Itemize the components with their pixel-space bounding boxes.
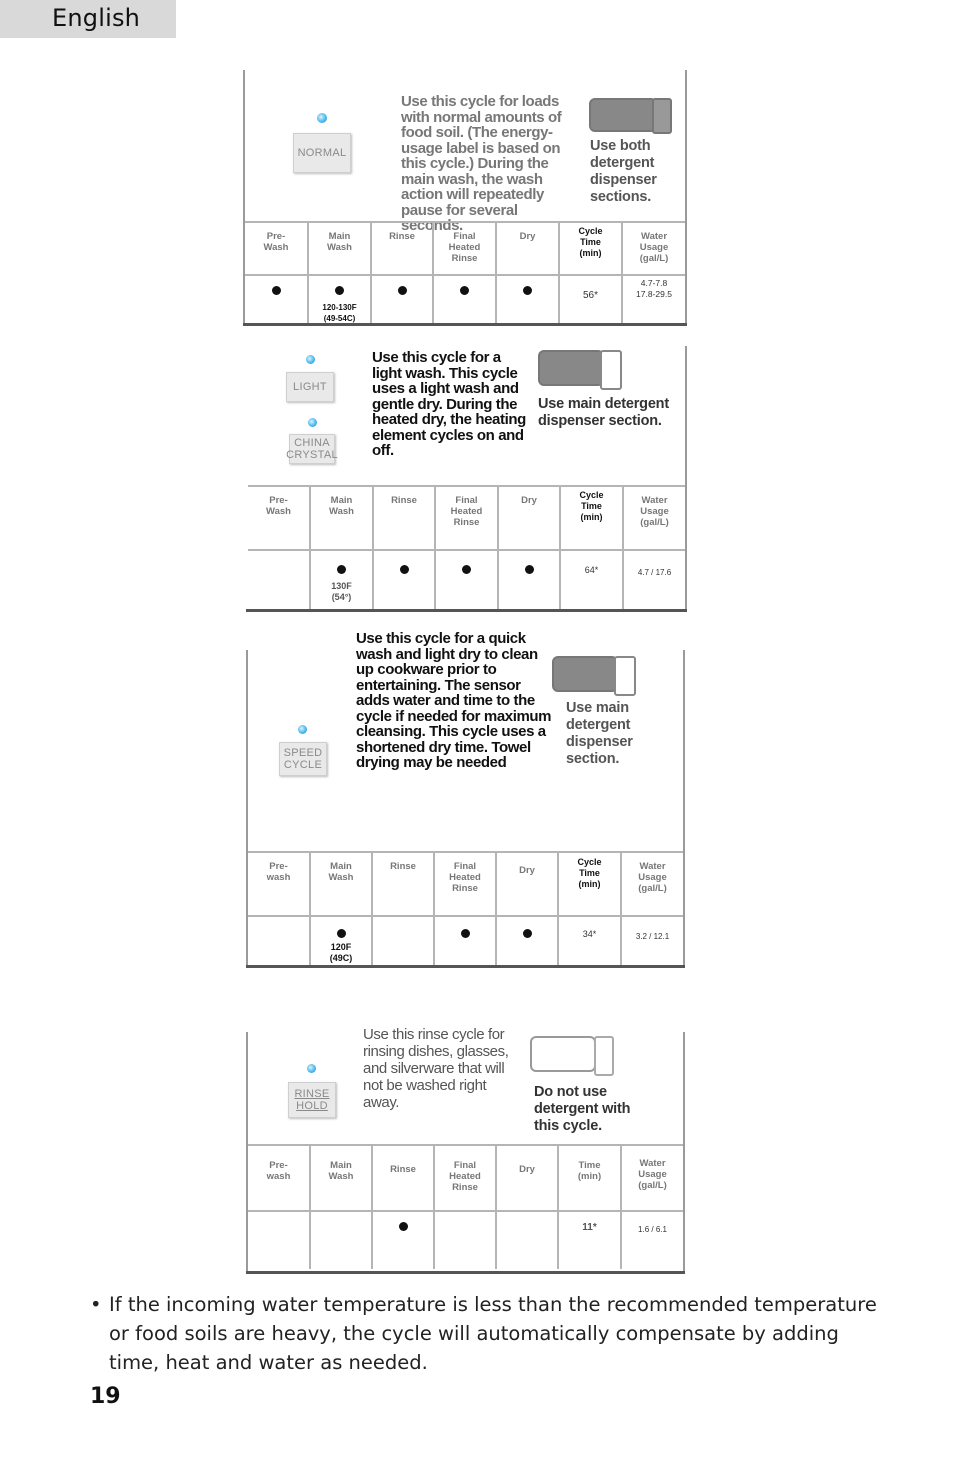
temperature-note <box>90 1290 880 1377</box>
header-main-wash: Main Wash <box>310 486 373 550</box>
header-rinse: Rinse <box>372 852 434 916</box>
dry-cell <box>498 550 560 610</box>
header-pre-wash: Pre- Wash <box>248 486 310 550</box>
light-button[interactable]: LIGHT <box>286 372 334 402</box>
rinse-cell <box>372 916 434 966</box>
water-usage-value: 4.7-7.8 17.8-29.5 <box>622 275 685 324</box>
header-rinse: Rinse <box>372 1145 434 1211</box>
china-crystal-indicator-icon <box>308 418 317 427</box>
detergent-instruction: Use main detergent dispenser section. <box>566 700 633 767</box>
dry-cell <box>496 916 558 966</box>
header-main-wash: Main Wash <box>310 1145 372 1211</box>
header-pre-wash: Pre- wash <box>248 852 310 916</box>
speed-cycle-indicator-icon <box>298 725 307 734</box>
final-heated-rinse-cell <box>433 275 496 324</box>
dispenser-both-icon <box>589 98 675 136</box>
main-wash-cell <box>310 1211 372 1269</box>
step-dot <box>337 929 346 938</box>
header-dry: Dry <box>498 486 560 550</box>
dispenser-main-icon <box>538 350 626 390</box>
final-heated-rinse-cell <box>434 1211 496 1269</box>
step-dot <box>461 929 470 938</box>
cycle-panel-rinse-hold <box>246 1022 685 1274</box>
header-pre-wash: Pre- wash <box>248 1145 310 1211</box>
detergent-instruction: Do not use detergent with this cycle. <box>534 1084 631 1134</box>
step-dot <box>400 565 409 574</box>
step-dot <box>272 286 281 295</box>
rinse-cell <box>372 1211 434 1269</box>
cycle-time-value: 11* <box>558 1211 621 1269</box>
header-final-heated-rinse: Final Heated Rinse <box>433 222 496 275</box>
header-water-usage: Water Usage (gal/L) <box>622 222 685 275</box>
header-final-heated-rinse: Final Heated Rinse <box>434 852 496 916</box>
header-pre-wash: Pre- Wash <box>245 222 308 275</box>
step-dot <box>335 286 344 295</box>
normal-indicator-icon <box>317 113 327 123</box>
dry-cell <box>496 275 559 324</box>
cycle-time-value: 56* <box>559 275 622 324</box>
rinse-hold-indicator-icon <box>307 1064 316 1073</box>
main-wash-temp: 120-130F (49-54C) <box>322 303 357 323</box>
main-wash-cell <box>310 916 372 966</box>
water-usage-value: 1.6 / 6.1 <box>621 1211 683 1269</box>
main-wash-temp: 130F (54°) <box>331 581 352 602</box>
header-water-usage: Water Usage (gal/L) <box>621 852 683 916</box>
step-dot <box>399 1222 408 1231</box>
rinse-hold-button[interactable]: RINSE HOLD <box>288 1082 336 1118</box>
cycle-panel-normal <box>243 70 687 326</box>
cycle-time-value: 64* <box>560 550 623 610</box>
header-final-heated-rinse: Final Heated Rinse <box>434 1145 496 1211</box>
cycle-table <box>245 221 685 324</box>
header-water-usage: Water Usage (gal/L) <box>621 1145 683 1211</box>
rinse-cell <box>371 275 433 324</box>
header-rinse: Rinse <box>373 486 435 550</box>
cycle-table <box>248 851 683 966</box>
header-dry: Dry <box>496 1145 558 1211</box>
pre-wash-cell <box>248 550 310 610</box>
normal-button[interactable]: NORMAL <box>293 133 351 173</box>
step-dot <box>525 565 534 574</box>
note-text: If the incoming water temperature is less than the recommended temperature or food soils are heavy, the cycle will automatically compensate by adding time, heat and water as needed. <box>109 1293 877 1374</box>
pre-wash-cell <box>248 1211 310 1269</box>
header-water-usage: Water Usage (gal/L) <box>623 486 685 550</box>
header-rinse: Rinse <box>371 222 433 275</box>
header-time: Time (min) <box>558 1145 621 1211</box>
water-usage-value: 3.2 / 12.1 <box>621 916 683 966</box>
main-wash-cell <box>308 275 371 324</box>
pre-wash-cell <box>245 275 308 324</box>
light-indicator-icon <box>306 355 315 364</box>
header-dry: Dry <box>496 222 559 275</box>
header-cycle-time: Cycle Time (min) <box>559 222 622 275</box>
step-dot <box>523 286 532 295</box>
detergent-instruction: Use both detergent dispenser sections. <box>590 138 657 205</box>
header-cycle-time: Cycle Time (min) <box>558 852 621 916</box>
cycle-panel-light <box>246 346 687 612</box>
cycle-description: Use this rinse cycle for rinsing dishes, glasses, and silverware that will not be washed right away. <box>363 1026 509 1111</box>
cycle-description: Use this cycle for a quick wash and light dry to clean up cookware prior to entertaining. The sensor adds water and time to the cycle if needed for maximum cleansing. This cycle uses a shortened dry time. Towel drying may be needed <box>356 630 552 771</box>
step-dot <box>398 286 407 295</box>
dispenser-main-icon <box>552 656 640 696</box>
cycle-table <box>248 485 685 610</box>
step-dot <box>337 565 346 574</box>
final-heated-rinse-cell <box>434 916 496 966</box>
step-dot <box>523 929 532 938</box>
step-dot <box>460 286 469 295</box>
dry-cell <box>496 1211 558 1269</box>
bullet: • <box>90 1293 102 1316</box>
cycle-description: Use this cycle for a light wash. This cycle uses a light wash and gentle dry. During the heated dry, the heating element cycles on and off. <box>372 349 526 459</box>
rinse-cell <box>373 550 435 610</box>
header-final-heated-rinse: Final Heated Rinse <box>435 486 498 550</box>
cycle-panel-speed <box>246 630 685 968</box>
main-wash-cell <box>310 550 373 610</box>
main-wash-temp: 120F (49C) <box>329 942 353 963</box>
china-crystal-button[interactable]: CHINA CRYSTAL <box>289 434 335 464</box>
final-heated-rinse-cell <box>435 550 498 610</box>
cycle-time-value: 34* <box>558 916 621 966</box>
pre-wash-cell <box>248 916 310 966</box>
water-usage-value: 4.7 / 17.6 <box>623 550 685 610</box>
detergent-instruction: Use main detergent dispenser section. <box>538 396 669 429</box>
cycle-description: Use this cycle for loads with normal amounts of food soil. (The energy-usage label is based on this cycle.) During the main wash, the wash action will repeatedly pause for several seconds. <box>401 93 562 234</box>
speed-cycle-button[interactable]: SPEED CYCLE <box>279 742 327 776</box>
header-dry: Dry <box>496 852 558 916</box>
page-number: 19 <box>90 1384 121 1409</box>
header-main-wash: Main Wash <box>310 852 372 916</box>
step-dot <box>462 565 471 574</box>
header-main-wash: Main Wash <box>308 222 371 275</box>
dispenser-empty-icon <box>530 1036 616 1076</box>
header-cycle-time: Cycle Time (min) <box>560 486 623 550</box>
language-tab: English <box>0 0 176 38</box>
cycle-table <box>248 1144 683 1269</box>
